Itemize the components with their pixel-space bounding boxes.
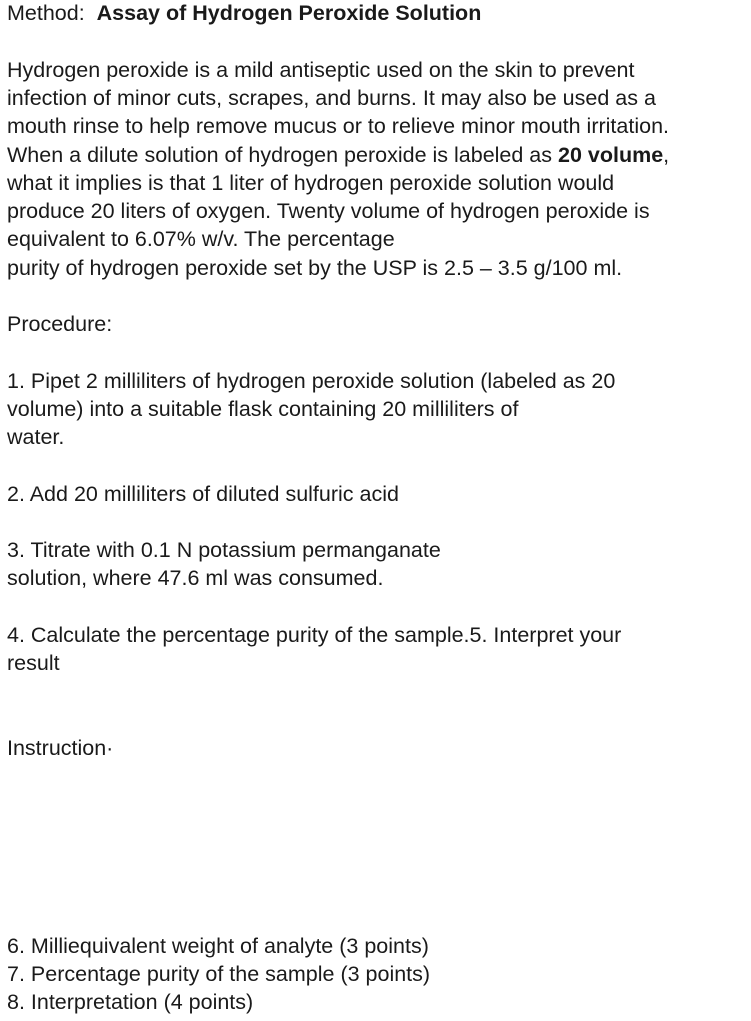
intro-line-4-text: When a dilute solution of hydrogen peroxide is labeled as <box>7 143 558 167</box>
intro-line-8: purity of hydrogen peroxide set by the USP is 2.5 – 3.5 g/100 ml. <box>7 256 623 280</box>
step-1-line-1: 1. Pipet 2 milliliters of hydrogen peroxide solution (labeled as 20 <box>7 369 616 393</box>
intro-line-5: what it implies is that 1 liter of hydrogen peroxide solution would <box>7 171 615 195</box>
twenty-volume-emphasis: 20 volume <box>558 143 664 167</box>
intro-line-2: infection of minor cuts, scrapes, and burns. It may also be used as a <box>7 86 656 110</box>
step-4-line-2: result <box>7 651 60 675</box>
intro-line-7: equivalent to 6.07% w/v. The percentage <box>7 227 395 251</box>
step-4-line-1: 4. Calculate the percentage purity of the sample.5. Interpret your <box>7 623 622 647</box>
step-1-line-3: water. <box>7 425 65 449</box>
intro-line-3: mouth rinse to help remove mucus or to relieve minor mouth irritation. <box>7 114 669 138</box>
instruction-heading: Instruction· <box>7 736 114 760</box>
method-header <box>7 0 481 27</box>
instruction-item-6: 6. Milliequivalent weight of analyte (3 points) <box>7 934 429 958</box>
step-2: 2. Add 20 milliliters of diluted sulfuric acid <box>7 482 399 506</box>
intro-line-1: Hydrogen peroxide is a mild antiseptic used on the skin to prevent <box>7 58 635 82</box>
intro-line-4 <box>7 141 669 169</box>
instruction-item-8: 8. Interpretation (4 points) <box>7 990 254 1014</box>
procedure-heading: Procedure: <box>7 312 113 336</box>
method-label: Method: <box>7 1 85 25</box>
intro-line-4-comma: , <box>663 143 670 167</box>
step-1-line-2: volume) into a suitable flask containing 20 milliliters of <box>7 397 519 421</box>
method-title: Assay of Hydrogen Peroxide Solution <box>96 1 482 25</box>
intro-line-6: produce 20 liters of oxygen. Twenty volume of hydrogen peroxide is <box>7 199 650 223</box>
step-3-line-2: solution, where 47.6 ml was consumed. <box>7 566 384 590</box>
step-3-line-1: 3. Titrate with 0.1 N potassium permanganate <box>7 538 441 562</box>
instruction-item-7: 7. Percentage purity of the sample (3 points) <box>7 962 431 986</box>
